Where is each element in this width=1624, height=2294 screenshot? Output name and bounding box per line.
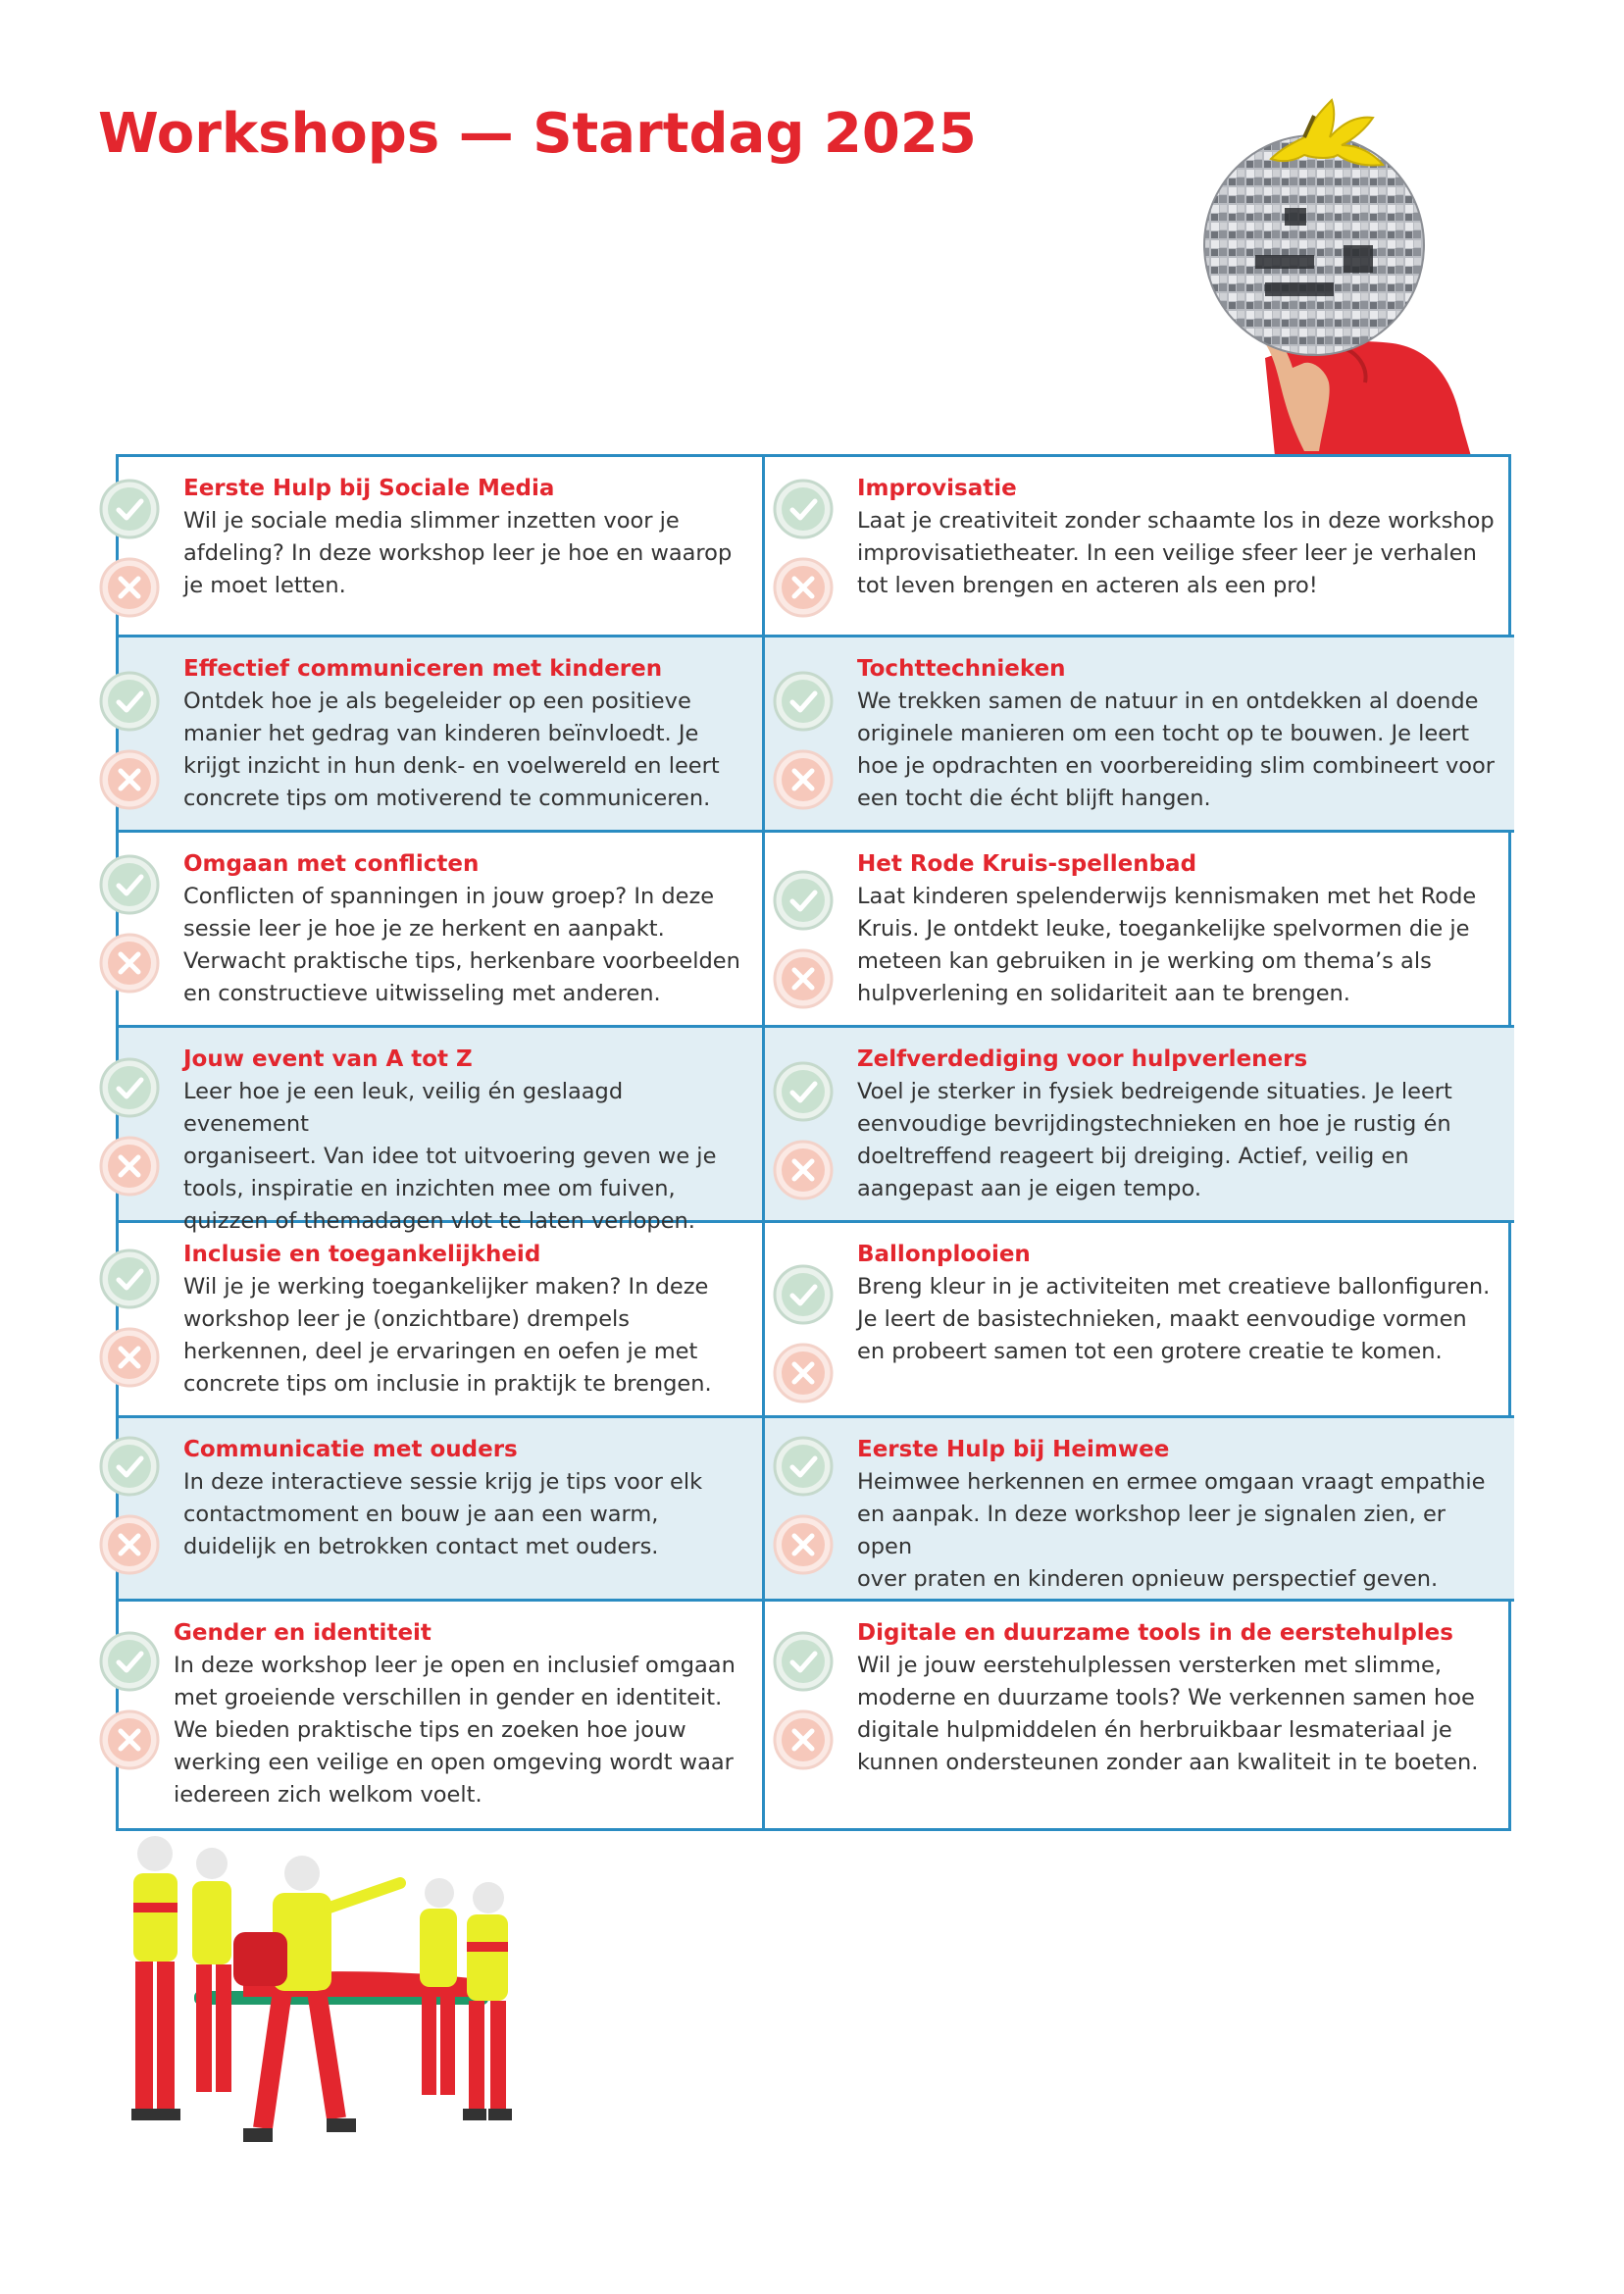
cross-circle-icon — [771, 1708, 836, 1772]
workshop-description: We trekken samen de natuur in en ontdekken al doende originele manieren om een tocht op te bouwen. Je leert hoe je opdrachten en voorbereiding slim combineert voor een tocht die écht blijft hangen. — [857, 688, 1496, 811]
workshop-description: Laat je creativiteit zonder schaamte los in deze workshop improvisatietheater. In een veilige sfeer leer je verhalen tot leven brengen en acteren als een pro! — [857, 508, 1495, 598]
disco-ball-figure-illustration — [1157, 98, 1481, 456]
check-circle-icon — [97, 1434, 162, 1499]
workshop-description: In deze interactieve sessie krijg je tips voor elk contactmoment en bouw je aan een warm, duidelijk en betrokken contact met ouders. — [183, 1469, 703, 1559]
check-circle-icon — [771, 477, 836, 541]
workshop-description: Wil je je werking toegankelijker maken? In deze workshop leer je (onzichtbare) drempels herkennen, deel je ervaringen en oefen je met concrete tips om inclusie in praktijk te brengen. — [183, 1274, 712, 1397]
workshop-description: In deze workshop leer je open en inclusief omgaan met groeiende verschillen in gender en identiteit. We bieden praktische tips en zoeken hoe jouw werking een veilige en open omgeving wordt waar iedereen zich welkom voelt. — [174, 1653, 736, 1808]
workshop-title: Inclusie en toegankelijkheid — [183, 1242, 541, 1267]
workshop-title: Ballonplooien — [857, 1242, 1031, 1267]
check-circle-icon — [97, 1055, 162, 1120]
workshop-cell — [765, 1028, 1514, 1223]
cross-circle-icon — [97, 1512, 162, 1577]
workshop-cell — [765, 1602, 1514, 1828]
rescue-team-stretcher-illustration — [106, 1805, 567, 2177]
cross-circle-icon — [771, 747, 836, 812]
workshop-table — [116, 454, 1511, 1831]
workshop-title: Improvisatie — [857, 476, 1017, 501]
workshop-cell — [119, 457, 765, 637]
workshop-cell — [765, 457, 1514, 637]
workshop-description: Conflicten of spanningen in jouw groep? In deze sessie leer je hoe je ze herkent en aanpakt. Verwacht praktische tips, herkenbare voorbeelden en constructieve uitwisseling met anderen. — [183, 884, 740, 1006]
cross-circle-icon — [771, 1341, 836, 1405]
workshop-title: Digitale en duurzame tools in de eerstehulples — [857, 1620, 1453, 1646]
workshop-cell — [765, 1223, 1514, 1418]
workshop-title: Effectief communiceren met kinderen — [183, 656, 663, 682]
check-circle-icon — [771, 1262, 836, 1327]
workshop-description: Leer hoe je een leuk, veilig én geslaagd evenement organiseert. Van idee tot uitvoering geven we je tools, inspiratie en inzichten mee om fuiven, quizzen of themadagen vlot te laten verlopen. — [183, 1079, 717, 1234]
check-circle-icon — [771, 1629, 836, 1694]
check-circle-icon — [97, 477, 162, 541]
cross-circle-icon — [97, 747, 162, 812]
workshop-title: Omgaan met conflicten — [183, 851, 480, 877]
workshop-title: Eerste Hulp bij Sociale Media — [183, 476, 555, 501]
workshop-cell — [765, 1418, 1514, 1602]
workshop-title: Zelfverdediging voor hulpverleners — [857, 1046, 1308, 1072]
workshop-cell — [119, 1223, 765, 1418]
workshop-description: Wil je sociale media slimmer inzetten voor je afdeling? In deze workshop leer je hoe en waarop je moet letten. — [183, 508, 733, 598]
check-circle-icon — [771, 1059, 836, 1124]
workshop-title: Eerste Hulp bij Heimwee — [857, 1437, 1170, 1462]
workshop-cell — [765, 833, 1514, 1028]
workshop-title: Communicatie met ouders — [183, 1437, 518, 1462]
workshop-description: Ontdek hoe je als begeleider op een positieve manier het gedrag van kinderen beïnvloedt. Je krijgt inzicht in hun denk- en voelwereld en leert concrete tips om motiverend te communiceren. — [183, 688, 720, 811]
check-circle-icon — [771, 669, 836, 734]
workshop-cell — [119, 1418, 765, 1602]
page-title: Workshops — Startdag 2025 — [98, 102, 977, 166]
cross-circle-icon — [97, 931, 162, 995]
workshop-description: Breng kleur in je activiteiten met creatieve ballonfiguren. Je leert de basistechnieken, maakt eenvoudige vormen en probeert samen tot een grotere creatie te komen. — [857, 1274, 1491, 1364]
workshop-description: Laat kinderen spelenderwijs kennismaken met het Rode Kruis. Je ontdekt leuke, toegankelijke spelvormen die je meteen kan gebruiken in je werking om thema’s als hulpverlening en solidariteit aan te brengen. — [857, 884, 1477, 1006]
check-circle-icon — [97, 1247, 162, 1311]
workshop-title: Tochttechnieken — [857, 656, 1066, 682]
check-circle-icon — [771, 868, 836, 933]
workshop-description: Wil je jouw eerstehulplessen versterken met slimme, moderne en duurzame tools? We verkennen samen hoe digitale hulpmiddelen én herbruikbaar lesmateriaal je kunnen ondersteunen zonder aan kwaliteit in te boeten. — [857, 1653, 1479, 1775]
cross-circle-icon — [771, 946, 836, 1011]
workshop-cell — [119, 1602, 765, 1828]
cross-circle-icon — [771, 555, 836, 620]
workshop-cell — [119, 1028, 765, 1234]
workshop-title: Gender en identiteit — [174, 1620, 431, 1646]
check-circle-icon — [97, 669, 162, 734]
workshop-description: Voel je sterker in fysiek bedreigende situaties. Je leert eenvoudige bevrijdingstechnieken en hoe je rustig én doeltreffend reageert bij dreiging. Actief, veilig en aangepast aan je eigen tempo. — [857, 1079, 1452, 1201]
cross-circle-icon — [97, 1134, 162, 1198]
check-circle-icon — [771, 1434, 836, 1499]
cross-circle-icon — [97, 555, 162, 620]
workshop-description: Heimwee herkennen en ermee omgaan vraagt empathie en aanpak. In deze workshop leer je signalen zien, er open over praten en kinderen opnieuw perspectief geven. — [857, 1469, 1486, 1592]
workshop-cell — [119, 637, 765, 833]
workshop-cell — [765, 637, 1514, 833]
cross-circle-icon — [771, 1138, 836, 1202]
workshop-title: Het Rode Kruis-spellenbad — [857, 851, 1197, 877]
check-circle-icon — [97, 1629, 162, 1694]
workshop-cell — [119, 833, 765, 1028]
cross-circle-icon — [97, 1325, 162, 1390]
check-circle-icon — [97, 852, 162, 917]
workshop-title: Jouw event van A tot Z — [183, 1046, 473, 1072]
cross-circle-icon — [97, 1708, 162, 1772]
cross-circle-icon — [771, 1512, 836, 1577]
